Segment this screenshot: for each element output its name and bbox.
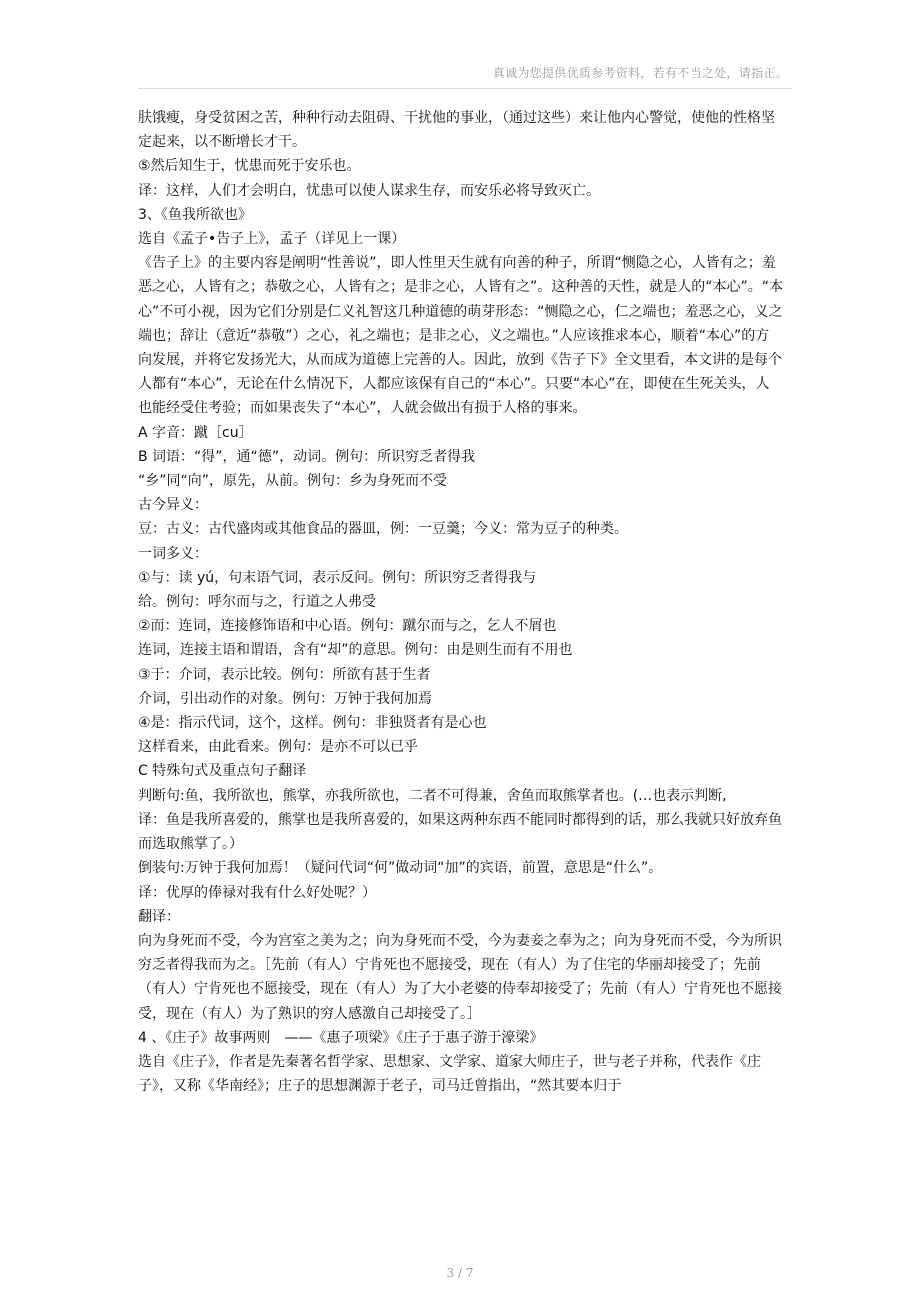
section-heading: C 特殊句式及重点句子翻译 [138, 763, 307, 780]
paragraph: 选自《庄子》，作者是先秦著名哲学家、思想家、文学家、道家大师庄子，世与老子并称，代表作《庄子》，又称《华南经》；庄子的思想渊源于老子，司马迁曾指出，“然其要本归于 [138, 1053, 761, 1095]
paragraph: 肤饿瘦，身受贫困之苦，种种行动去阻碍、干扰他的事业，（通过这些）来让他内心警觉，使他的性格坚定起来，以不断增长才干。 [138, 110, 775, 151]
paragraph: 翻译： [138, 908, 180, 925]
paragraph: A 字音：蹴［cu］ [138, 424, 253, 441]
paragraph: 判断句:鱼，我所欲也，熊掌，亦我所欲也，二者不可得兼，舍鱼而取熊掌者也。(…也表示判断, [138, 787, 727, 804]
paragraph: ①与：读 yú，句末语气词，表示反问。例句：所识穷乏者得我与 [138, 569, 537, 586]
paragraph: 向为身死而不受，今为宫室之美为之；向为身死而不受，今为妻妾之奉为之；向为身死而不受，今为所识穷乏者得我而为之。［先前（有人）宁肯死也不愿接受，现在（有人）为了住宅的华丽却接受了；先前（有人）宁肯死也不愿接受，现在（有人）为了大小老婆的侍奉却接受了；先前（有人）宁肯死也不愿接受，现在（有人）为了熟识的穷人感激自己却接受了。］ [138, 932, 782, 1022]
paragraph: 给。例句：呼尔而与之，行道之人弗受 [138, 594, 376, 611]
section-heading: 4 、《庄子》故事两则 ——《惠子项梁》《庄子于惠子游于濠梁》 [138, 1029, 544, 1046]
paragraph: ⑤然后知生于，忧患而死于安乐也。 [138, 158, 361, 175]
paragraph: 介词，引出动作的对象。例句：万钟于我何加焉 [138, 690, 432, 707]
paragraph: 译：优厚的俸禄对我有什么好处呢？） [138, 884, 376, 901]
paragraph: ④是：指示代词，这个，这样。例句：非独贤者有是心也 [138, 715, 487, 732]
paragraph: ②而：连词，连接修饰语和中心语。例句：蹴尔而与之，乞人不屑也 [138, 618, 557, 635]
paragraph: 古今异义： [138, 497, 208, 514]
paragraph: B 词语：“得”，通“德”，动词。例句：所识穷乏者得我 [138, 448, 476, 465]
paragraph: 译：这样，人们才会明白，忧患可以使人谋求生存，而安乐必将导致灭亡。 [138, 182, 600, 199]
header-divider [138, 88, 792, 89]
section-heading: 3、《鱼我所欲也》 [138, 206, 252, 223]
paragraph: 选自《孟子•告子上》，孟子（详见上一课） [138, 231, 406, 248]
document-body [138, 106, 783, 1098]
page-number: 3 / 7 [446, 1266, 474, 1280]
paragraph: 连词，连接主语和谓语，含有“却”的意思。例句：由是则生而有不用也 [138, 642, 573, 659]
paragraph: ③于：介词，表示比较。例句：所欲有甚于生者 [138, 666, 431, 683]
paragraph: 倒装句:万钟于我何加焉！（疑问代词“何”做动词“加”的宾语，前置，意思是“什么”。 [138, 860, 663, 877]
paragraph: “乡”同“向”，原先，从前。例句：乡为身死而不受 [138, 473, 448, 490]
paragraph: 译：鱼是我所喜爱的，熊掌也是我所喜爱的，如果这两种东西不能同时都得到的话，那么我就只好放弃鱼而选取熊掌了。） [138, 811, 782, 853]
page-header: 真诚为您提供优质参考资料，若有不当之处，请指正。 [492, 66, 788, 80]
paragraph: 豆：古义：古代盛肉或其他食品的器皿，例：一豆羹；今义：常为豆子的种类。 [138, 521, 628, 538]
paragraph: 《告子上》的主要内容是阐明“性善说”，即人性里天生就有向善的种子，所谓“恻隐之心，人皆有之；羞恶之心，人皆有之；恭敬之心，人皆有之；是非之心，人皆有之”。这种善的天性，就是人的“本心”。“本心”不可小视，因为它们分别是仁义礼智这几种道德的萌芽形态：“恻隐之心，仁之端也；羞恶之心，义之端也；辞让（意近“恭敬”）之心，礼之端也；是非之心，义之端也。”人应该推求本心，顺着“本心”的方向发展，并将它发扬光大，从而成为道德上完善的人。因此，放到《告子下》全文里看，本文讲的是每个人都有“本心”，无论在什么情况下，人都应该保有自己的“本心”。只要“本心”在，即使在生死关头，人也能经受住考验；而如果丧失了“本心”，人就会做出有损于人格的事来。 [138, 255, 784, 417]
paragraph: 这样看来，由此看来。例句：是亦不可以已乎 [138, 739, 418, 756]
paragraph: 一词多义： [138, 545, 208, 562]
